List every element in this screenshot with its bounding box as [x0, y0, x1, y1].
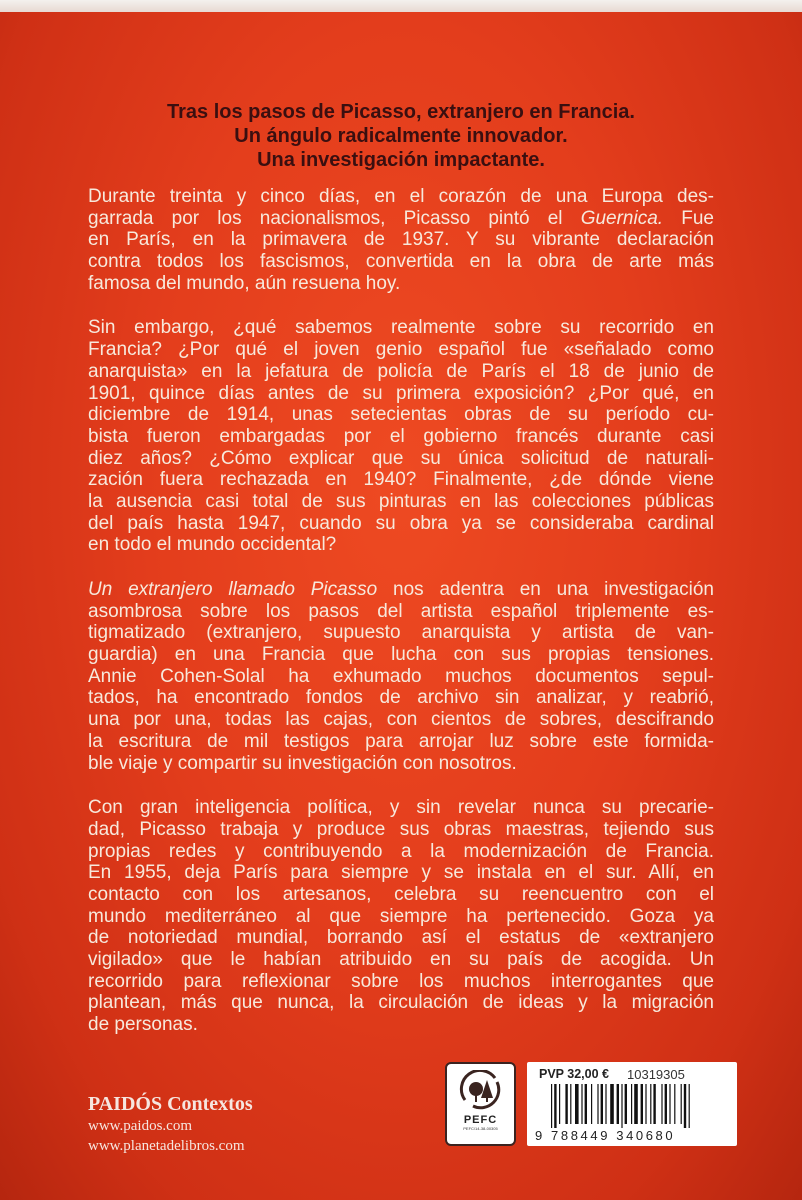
barcode-bar	[551, 1084, 552, 1128]
text-line	[88, 208, 714, 230]
price: PVP 32,00 €	[539, 1067, 609, 1081]
text-segment: Fue	[663, 207, 714, 229]
text-line: Annie Cohen-Solal ha exhumado muchos documentos sepul-	[88, 665, 714, 687]
publisher-brand: PAIDÓS Contextos	[88, 1093, 253, 1115]
barcode-bar	[610, 1084, 614, 1124]
text-line: una por una, todas las cajas, con cientos de sobres, descifrando	[88, 709, 714, 731]
barcode-bar	[621, 1084, 622, 1128]
italic-title: Un extranjero llamado Picasso	[88, 579, 378, 600]
italic-title: Guernica.	[580, 207, 664, 229]
barcode-bar	[689, 1084, 690, 1128]
barcode-bar	[605, 1084, 606, 1124]
text-line: tigmatizado (extranjero, supuesto anarquista y artista de van-	[88, 622, 714, 644]
tagline	[0, 100, 802, 172]
text-line: plantean, más que nunca, la circulación de ideas y la migración	[88, 992, 714, 1014]
barcode-bar	[669, 1084, 670, 1124]
text-line: propias redes y contribuyendo a la modernización de Francia.	[88, 840, 714, 862]
pefc-tree-icon	[459, 1070, 503, 1110]
paragraph	[88, 317, 714, 556]
pefc-logo	[445, 1062, 516, 1146]
publisher-url: www.paidos.com	[88, 1118, 193, 1134]
text-line: Francia? ¿Por qué el joven genio español fue «señalado como	[88, 339, 714, 361]
tagline-line: Un ángulo radicalmente innovador.	[234, 125, 568, 147]
barcode-bar	[650, 1084, 651, 1124]
barcode-bar	[597, 1084, 598, 1124]
text-line: Durante treinta y cinco días, en el corazón de una Europa des-	[88, 186, 714, 207]
text-line: 1901, quince días antes de su primera exposición? ¿Por qué, en	[88, 382, 714, 404]
blurb-text	[88, 186, 714, 1059]
text-line: la escritura de mil testigos para arrojar luz sobre este formida-	[88, 730, 714, 752]
text-line: la ausencia casi total de sus pinturas en las colecciones públicas	[88, 490, 714, 512]
barcode-bar	[674, 1084, 675, 1124]
tagline-line: Tras los pasos de Picasso, extranjero en Francia.	[167, 101, 635, 123]
barcode-bar	[559, 1084, 560, 1124]
text-line: ble viaje y compartir su investigación con nosotros.	[88, 752, 517, 774]
barcode-bar	[625, 1084, 627, 1124]
publisher-url: www.planetadelibros.com	[88, 1138, 245, 1154]
barcode-bar	[554, 1084, 556, 1128]
barcode-bar	[601, 1084, 603, 1124]
barcode-bar	[661, 1084, 662, 1124]
barcode-bar	[681, 1084, 682, 1124]
text-line: tados, ha encontrado fondos de archivo sin analizar, y reabrió,	[88, 687, 714, 709]
text-line: de notoriedad mundial, borrando así el estatus de «extranjero	[88, 927, 714, 949]
text-line: recorrido para reflexionar sobre los muchos interrogantes que	[88, 970, 714, 992]
barcode	[551, 1084, 729, 1128]
text-line: anarquista» en la jefatura de policía de París el 18 de junio de	[88, 360, 714, 382]
text-line: En 1955, deja París para siempre y se instala en el sur. Allí, en	[88, 862, 714, 884]
text-line: contra todos los fascismos, convertida en la obra de arte más	[88, 251, 714, 273]
paragraph	[88, 186, 714, 294]
text-line: contacto con los artesanos, celebra su reencuentro con el	[88, 883, 714, 905]
barcode-bar	[631, 1084, 632, 1124]
text-line: diez años? ¿Cómo explicar que su única solicitud de naturali-	[88, 447, 714, 469]
barcode-bar	[653, 1084, 655, 1124]
barcode-bar	[617, 1084, 619, 1124]
barcode-bar	[575, 1084, 579, 1124]
text-line: del país hasta 1947, cuando su obra ya se consideraba cardinal	[88, 512, 714, 534]
barcode-bar	[641, 1084, 643, 1124]
text-line: guardia) en una Francia que lucha con sus propias tensiones.	[88, 644, 714, 666]
tagline-line: Una investigación impactante.	[257, 149, 545, 171]
barcode-bar	[570, 1084, 571, 1124]
text-line: en París, en la primavera de 1937. Y su vibrante declaración	[88, 229, 714, 251]
text-segment: nos adentra en una investigación	[377, 579, 714, 600]
price-barcode-label	[527, 1062, 737, 1146]
text-line: en todo el mundo occidental?	[88, 534, 337, 556]
barcode-bar	[645, 1084, 646, 1124]
pefc-label: PEFC	[463, 1114, 498, 1126]
barcode-bar	[581, 1084, 582, 1124]
paragraph	[88, 797, 714, 1036]
pefc-code: PEFC/14-38-00305	[463, 1126, 498, 1131]
text-line	[88, 579, 714, 601]
paragraph	[88, 579, 714, 774]
isbn-number: 9 788449 340680	[535, 1128, 676, 1143]
text-line: vigilado» que le habían atribuido en su país de acogida. Un	[88, 949, 714, 970]
publisher-block	[88, 1092, 253, 1156]
barcode-bar	[565, 1084, 567, 1124]
text-segment: garrada por los nacionalismos, Picasso pintó el	[88, 207, 581, 229]
barcode-bar	[585, 1084, 587, 1124]
barcode-bar	[665, 1084, 667, 1124]
text-line: asombrosa sobre los pasos del artista español triplemente es-	[88, 600, 714, 622]
text-line: dad, Picasso trabaja y produce sus obras maestras, tejiendo sus	[88, 818, 714, 840]
text-line: diciembre de 1914, unas setecientas obras de su período cu-	[88, 404, 714, 426]
text-line: famosa del mundo, aún resuena hoy.	[88, 272, 401, 294]
cover-top-edge	[0, 0, 802, 12]
barcode-bar	[634, 1084, 638, 1124]
text-line: Con gran inteligencia política, y sin revelar nunca su precarie-	[88, 797, 714, 819]
text-line: Sin embargo, ¿qué sabemos realmente sobre su recorrido en	[88, 317, 714, 339]
text-line: mundo mediterráneo al que siempre ha pertenecido. Goza ya	[88, 905, 714, 927]
barcode-bar	[591, 1084, 592, 1124]
text-line: de personas.	[88, 1014, 198, 1036]
reference-number: 10319305	[627, 1067, 685, 1082]
barcode-bar	[684, 1084, 686, 1128]
text-line: bista fueron embargadas por el gobierno francés durante casi	[88, 425, 714, 447]
text-line: zación fuera rechazada en 1940? Finalmente, ¿de dónde viene	[88, 469, 714, 491]
